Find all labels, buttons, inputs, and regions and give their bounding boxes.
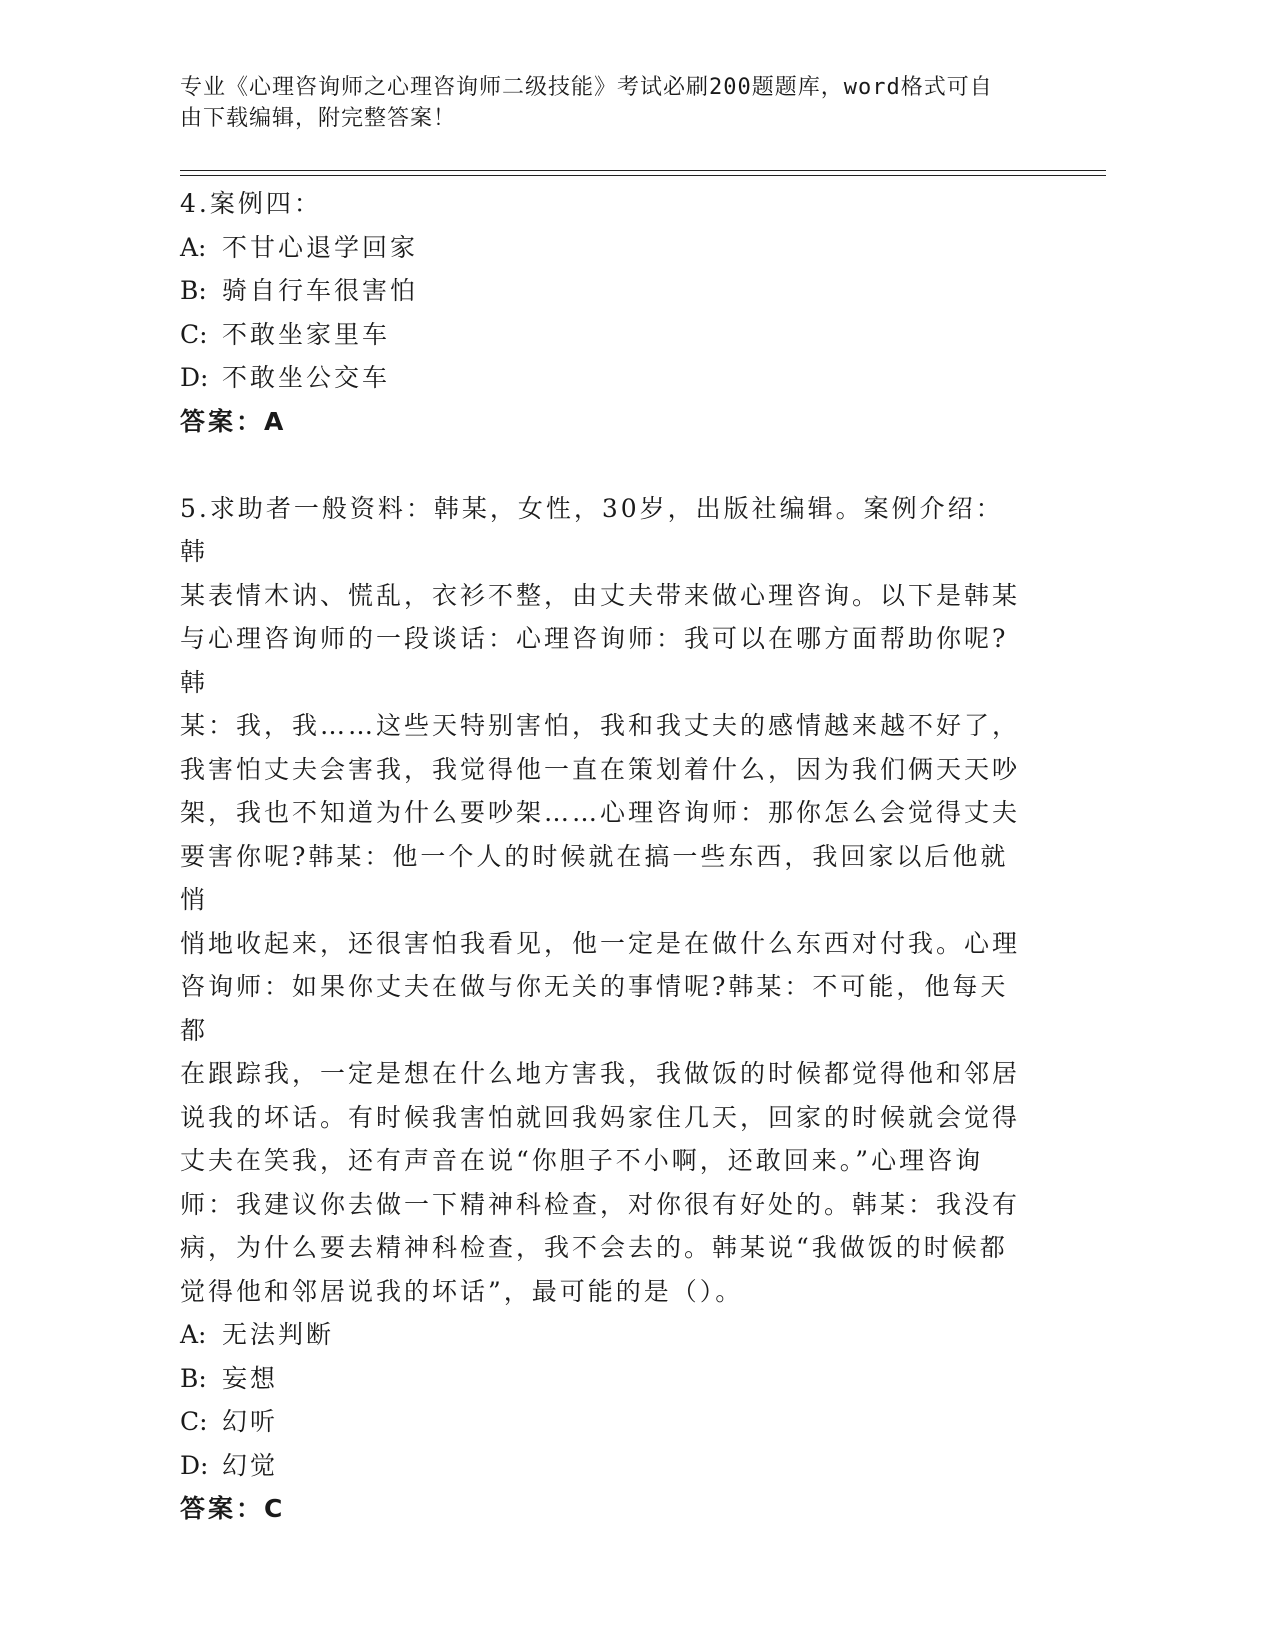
header-divider	[180, 175, 1106, 176]
question-stem	[180, 487, 1030, 1314]
option-text: 幻听	[222, 1407, 279, 1436]
option-key: C:	[180, 319, 208, 349]
option-a	[180, 1313, 1030, 1357]
option-key: A:	[180, 1320, 207, 1349]
question-stem: 4.案例四：	[180, 189, 322, 218]
answer-line: 答案：A	[180, 406, 287, 436]
question-block	[180, 182, 1030, 443]
option-b	[180, 1357, 1030, 1401]
option-text: 不敢坐家里车	[222, 319, 391, 349]
answer-line: 答案：C	[180, 1494, 286, 1523]
stem-line: 要害你呢?韩某：他一个人的时候就在搞一些东西，我回家以后他就悄	[180, 841, 1009, 914]
option-key: B:	[180, 276, 207, 305]
stem-line: 在跟踪我，一定是想在什么地方害我，我做饭的时候都觉得他和邻居	[180, 1059, 1021, 1088]
question-block	[180, 487, 1030, 1531]
header-divider	[180, 170, 1106, 171]
option-text: 妄想	[222, 1363, 279, 1393]
document-header	[180, 72, 1040, 134]
stem-line: 病，为什么要去精神科检查，我不会去的。韩某说“我做饭的时候都	[180, 1233, 1008, 1262]
option-text: 幻觉	[222, 1450, 279, 1480]
option-key: D:	[180, 1450, 209, 1480]
option-b	[180, 269, 1030, 313]
stem-line: 悄地收起来，还很害怕我看见，他一定是在做什么东西对付我。心理	[180, 928, 1021, 958]
option-text: 不甘心退学回家	[222, 232, 419, 262]
option-key: B:	[180, 1363, 207, 1393]
blank-line	[180, 443, 1030, 487]
option-c	[180, 313, 1030, 357]
stem-line: 我害怕丈夫会害我，我觉得他一直在策划着什么，因为我们俩天天吵	[180, 754, 1021, 784]
question-list	[180, 182, 1030, 1531]
option-key: D:	[180, 363, 209, 392]
header-line: 由下载编辑，附完整答案！	[180, 106, 457, 131]
option-text: 无法判断	[222, 1320, 335, 1349]
stem-line: 咨询师：如果你丈夫在做与你无关的事情呢?韩某：不可能，他每天都	[180, 972, 1009, 1045]
option-text: 骑自行车很害怕	[222, 276, 419, 305]
stem-line: 觉得他和邻居说我的坏话”，最可能的是（）。	[180, 1276, 744, 1306]
stem-line: 与心理咨询师的一段谈话：心理咨询师：我可以在哪方面帮助你呢?韩	[180, 624, 1009, 697]
option-c	[180, 1400, 1030, 1444]
header-line: 专业《心理咨询师之心理咨询师二级技能》考试必刷200题题库，word格式可自	[180, 75, 993, 100]
stem-line: 某：我，我……这些天特别害怕，我和我丈夫的感情越来越不好了，	[180, 711, 1021, 740]
stem-line: 师：我建议你去做一下精神科检查，对你很有好处的。韩某：我没有	[180, 1189, 1021, 1219]
stem-line: 说我的坏话。有时候我害怕就回我妈家住几天，回家的时候就会觉得	[180, 1102, 1021, 1132]
stem-line: 丈夫在笑我，还有声音在说“你胆子不小啊，还敢回来。”心理咨询	[180, 1146, 984, 1175]
option-text: 不敢坐公交车	[222, 363, 391, 392]
stem-line: 5.求助者一般资料：韩某，女性，30岁，出版社编辑。案例介绍：韩	[180, 493, 1004, 566]
stem-line: 某表情木讷、慌乱，衣衫不整，由丈夫带来做心理咨询。以下是韩某	[180, 580, 1021, 610]
option-key: C:	[180, 1407, 208, 1436]
option-d	[180, 356, 1030, 400]
option-a	[180, 226, 1030, 270]
stem-line: 架，我也不知道为什么要吵架……心理咨询师：那你怎么会觉得丈夫	[180, 798, 1021, 827]
option-key: A:	[180, 232, 207, 262]
option-d	[180, 1444, 1030, 1488]
